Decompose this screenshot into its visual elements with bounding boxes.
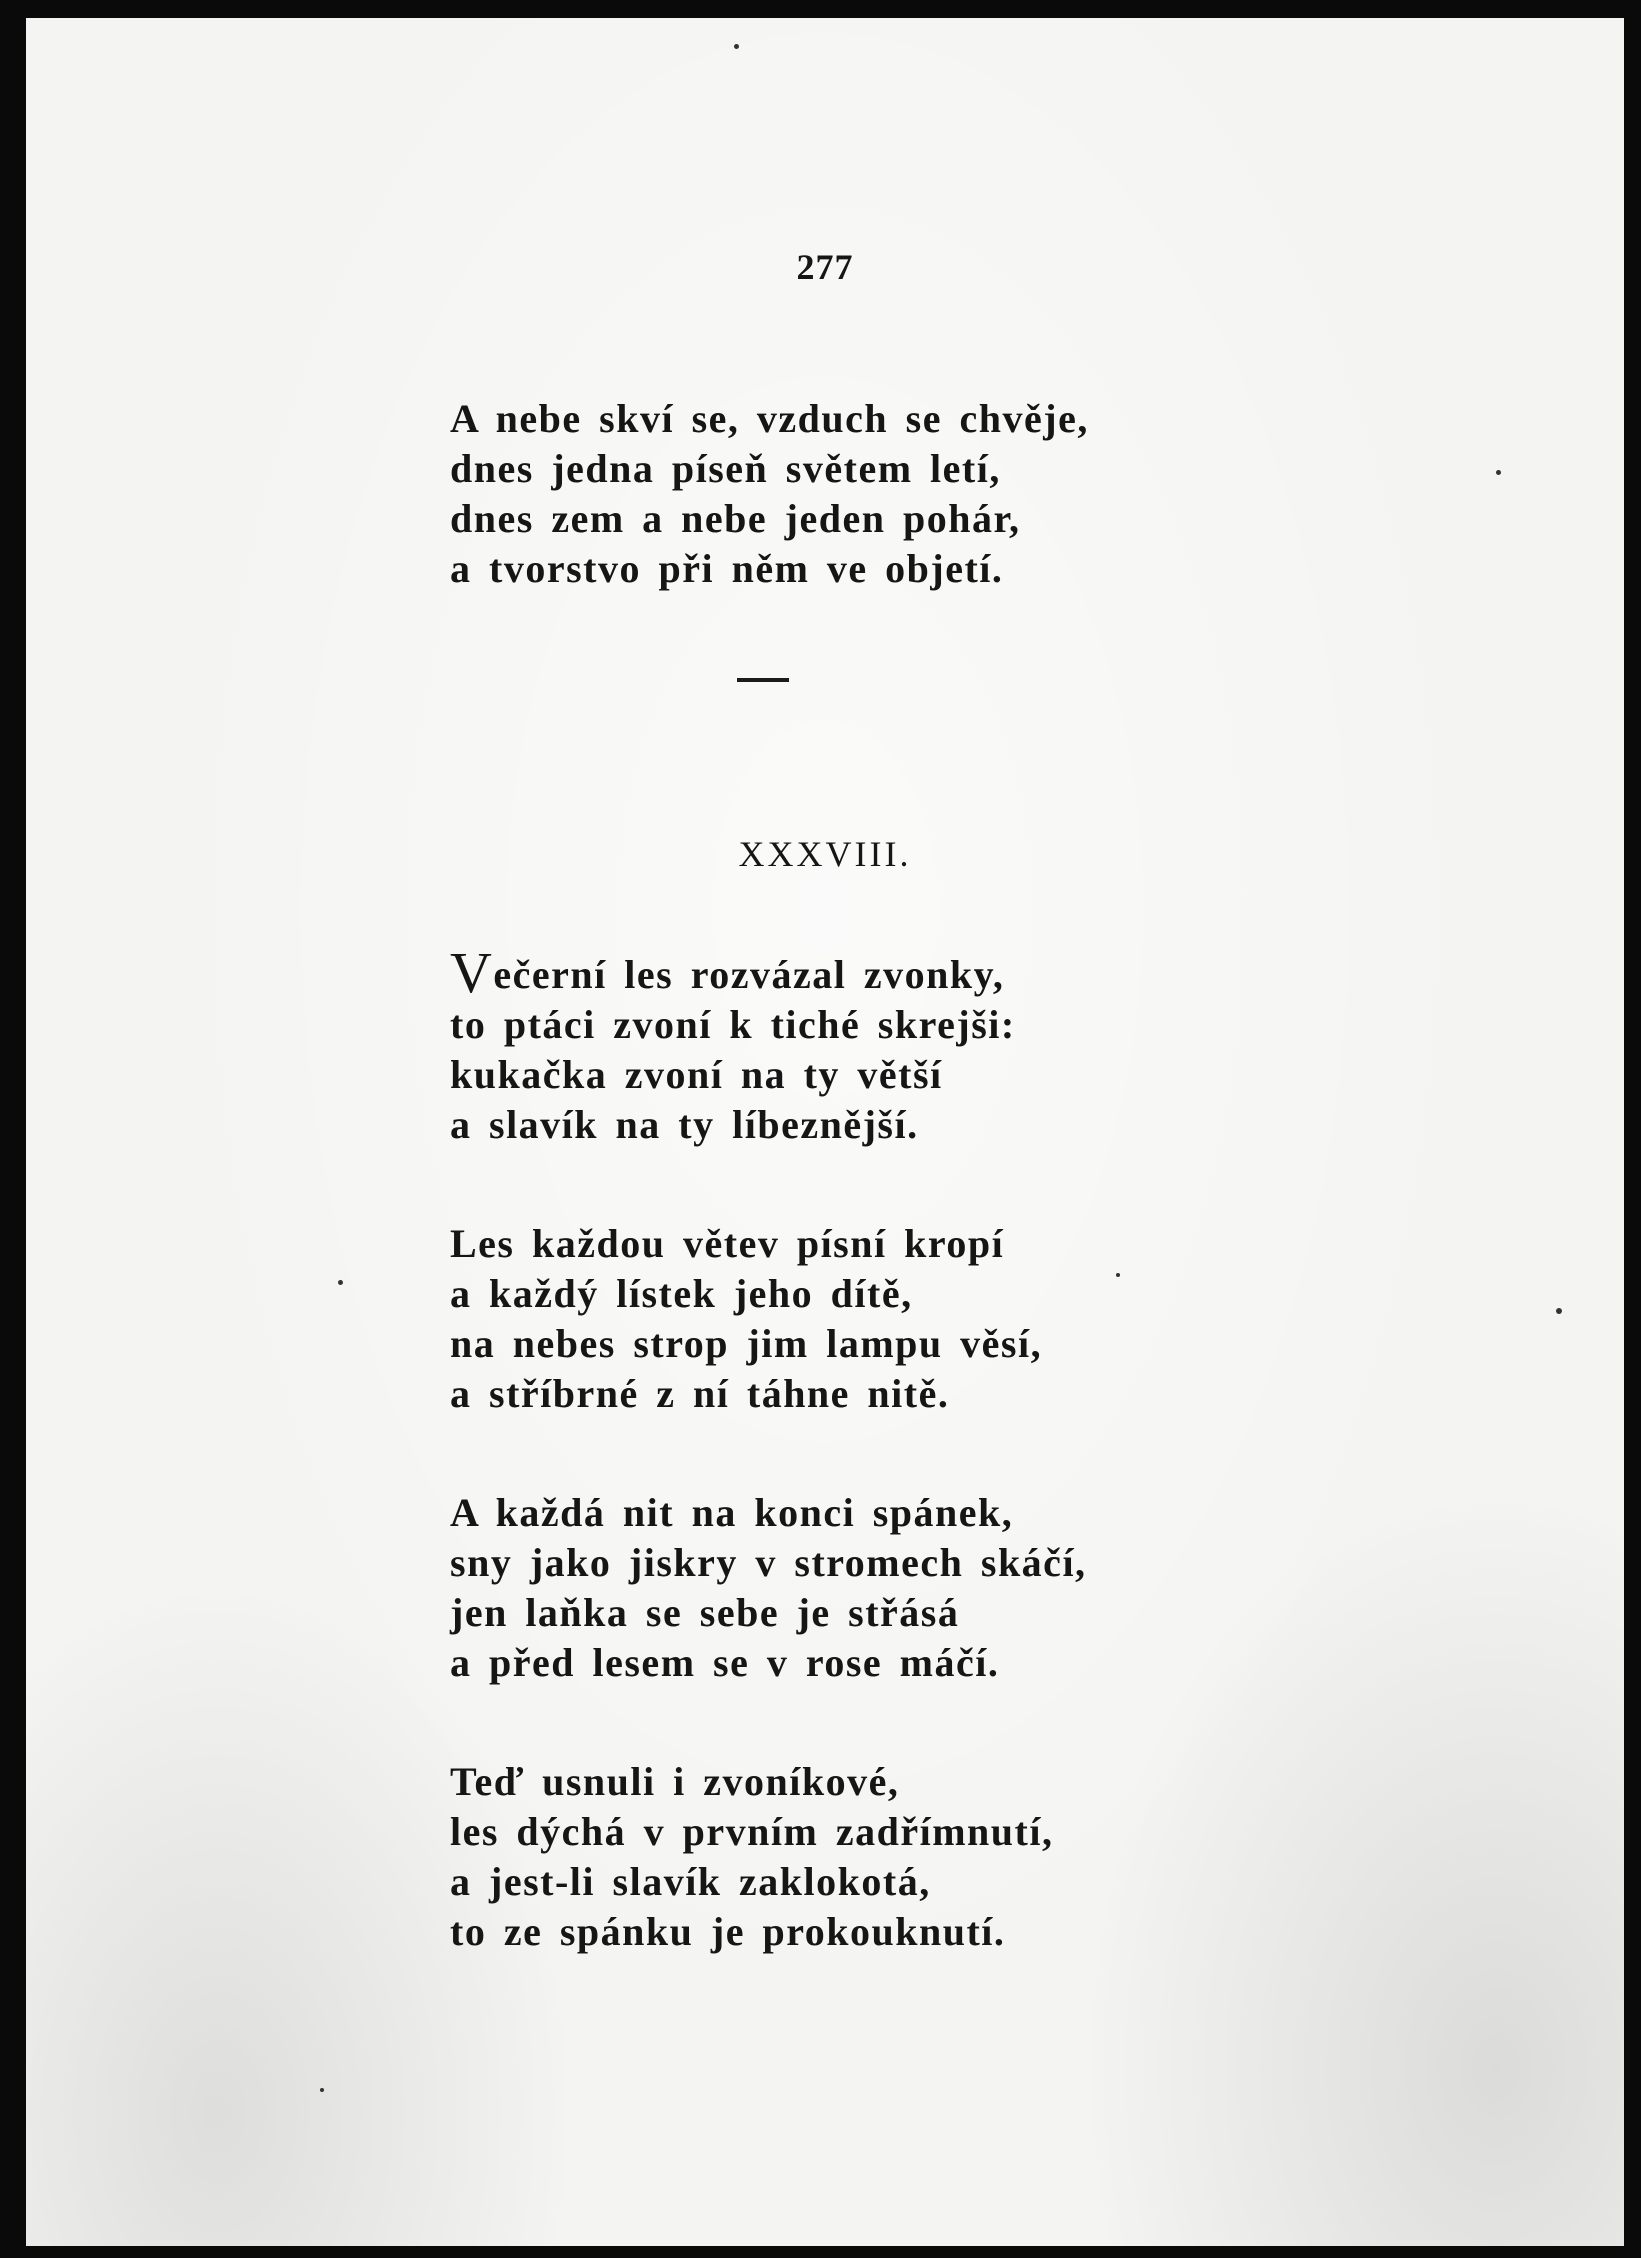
ink-speck [734,44,739,49]
verse-line: Teď usnuli i zvoníkové, [450,1759,900,1804]
verse-line: a jest-li slavík zaklokotá, [450,1859,931,1904]
top-poem [450,394,1210,594]
first-line-text: ečerní les rozvázal zvonky, [493,952,1005,997]
section-title: XXXVIII. [738,834,912,874]
verse-line: a každý lístek jeho dítě, [450,1271,913,1316]
stanza [450,940,1210,1150]
verse-line: les dýchá v prvním zadřímnutí, [450,1809,1054,1854]
verse-line: na nebes strop jim lampu věsí, [450,1321,1043,1366]
verse-line: a stříbrné z ní táhne nitě. [450,1371,950,1416]
verse-line [450,940,1210,1005]
ink-speck [320,2088,324,2092]
verse-line: a slavík na ty líbeznější. [450,1102,919,1147]
verse-line: to ptáci zvoní k tiché skrejši: [450,1002,1016,1047]
stanza [450,1219,1210,1419]
book-page [26,18,1624,2246]
stanza [450,394,1210,594]
section-separator [737,678,789,682]
drop-cap: V [450,940,494,1005]
poem [450,940,1210,1957]
verse-line: A každá nit na konci spánek, [450,1490,1014,1535]
verse-line: kukačka zvoní na ty větší [450,1052,943,1097]
ink-speck [1556,1308,1562,1314]
page-number: 277 [796,247,854,287]
stanza [450,1757,1210,1957]
stanza [450,1488,1210,1688]
verse-line: a před lesem se v rose máčí. [450,1640,1000,1685]
verse-line: a tvorstvo při něm ve objetí. [450,546,1004,591]
ink-speck [1496,470,1501,475]
verse-line: dnes jedna píseň světem letí, [450,446,1001,491]
verse-line: Les každou větev písní kropí [450,1221,1005,1266]
verse-line: jen laňka se sebe je střásá [450,1590,960,1635]
ink-speck [338,1280,343,1285]
verse-line: dnes zem a nebe jeden pohár, [450,496,1021,541]
verse-line: to ze spánku je prokouknutí. [450,1909,1006,1954]
verse-line: A nebe skví se, vzduch se chvěje, [450,396,1089,441]
verse-line: sny jako jiskry v stromech skáčí, [450,1540,1087,1585]
